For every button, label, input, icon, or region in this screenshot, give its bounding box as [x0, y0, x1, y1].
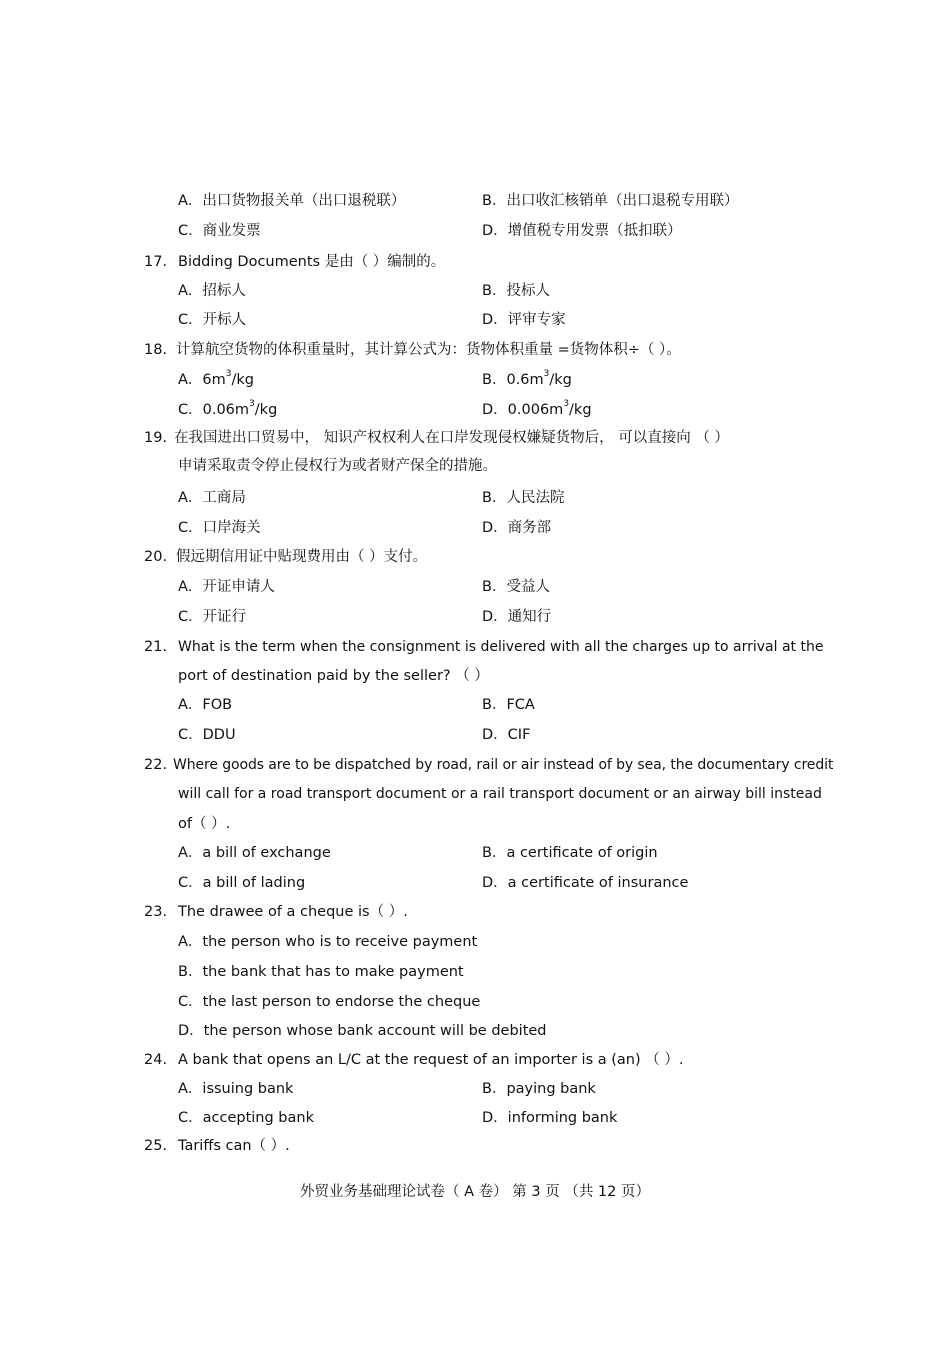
q19-text-line2: 申请采取责令停止侵权行为或者财产保全的措施。 — [178, 458, 497, 474]
q18-option-b: B．$0.6m^3/kg$ — [482, 369, 572, 388]
q21-option-a: A．FOB — [178, 697, 233, 713]
q17-option-a: A．招标人 — [178, 283, 246, 299]
q18-number: 18. — [144, 342, 168, 358]
q22-text-line3: of（ ）. — [178, 816, 231, 832]
q21-option-b: B．FCA — [482, 697, 535, 713]
q16-option-a: A．出口货物报关单（出口退税联） — [178, 193, 406, 209]
q21-option-c: C．DDU — [178, 727, 236, 743]
q24-number: 24. — [144, 1052, 168, 1068]
q24-text: A bank that opens an L/C at the request of an importer is a (an) （ ）. — [178, 1052, 684, 1068]
q20-option-d: D．通知行 — [482, 609, 552, 625]
q17-text: Bidding Documents 是由（ ）编制的。 — [178, 254, 446, 270]
q17-option-d: D．评审专家 — [482, 312, 566, 328]
q20-text: 假远期信用证中贴现费用由（ ）支付。 — [176, 549, 428, 565]
q24-option-c: C．accepting bank — [178, 1110, 314, 1126]
q22-option-a: A．a bill of exchange — [178, 845, 331, 861]
q17-number: 17. — [144, 254, 168, 270]
q19-option-b: B．人民法院 — [482, 490, 565, 506]
q16-option-c: C．商业发票 — [178, 223, 261, 239]
q24-option-a: A．issuing bank — [178, 1081, 294, 1097]
q23-number: 23. — [144, 904, 168, 920]
q19-option-d: D．商务部 — [482, 520, 552, 536]
q16-option-d: D．增值税专用发票（抵扣联） — [482, 223, 682, 239]
q20-option-a: A．开证申请人 — [178, 579, 275, 595]
q16-option-b: B．出口收汇核销单（出口退税专用联） — [482, 193, 739, 209]
q22-option-d: D．a certificate of insurance — [482, 875, 689, 891]
q18-option-c: C．$0.06m^3/kg$ — [178, 399, 278, 418]
q19-option-a: A．工商局 — [178, 490, 246, 506]
q20-option-b: B．受益人 — [482, 579, 550, 595]
q19-number: 19. — [144, 430, 168, 446]
q19-option-c: C．口岸海关 — [178, 520, 261, 536]
q17-option-c: C．开标人 — [178, 312, 247, 328]
q19-text-line1: 在我国进出口贸易中， 知识产权权利人在口岸发现侵权嫌疑货物后， 可以直接向 （ ） — [174, 430, 729, 446]
q21-option-d: D．CIF — [482, 727, 531, 743]
q20-option-c: C．开证行 — [178, 609, 247, 625]
q25-number: 25. — [144, 1138, 168, 1154]
q23-option-c: C．the last person to endorse the cheque — [178, 994, 481, 1010]
q22-text-line2: will call for a road transport document or a rail transport document or an airway bill instead — [178, 786, 822, 802]
q23-option-b: B．the bank that has to make payment — [178, 964, 464, 980]
q21-text-line2: port of destination paid by the seller? （ ） — [178, 668, 489, 684]
q22-option-b: B．a certificate of origin — [482, 845, 658, 861]
q22-option-c: C．a bill of lading — [178, 875, 306, 891]
q21-text-line1: What is the term when the consignment is delivered with all the charges up to arrival at the — [178, 639, 824, 655]
q18-text: 计算航空货物的体积重量时，其计算公式为：货物体积重量 =货物体积÷（ ）。 — [176, 342, 681, 358]
q23-option-d: D．the person whose bank account will be debited — [178, 1023, 547, 1039]
q24-option-d: D．informing bank — [482, 1110, 618, 1126]
q25-text: Tariffs can（ ）. — [178, 1138, 290, 1154]
page-footer: 外贸业务基础理论试卷（ A 卷） 第 3 页 （共 12 页） — [300, 1184, 650, 1200]
q18-option-d: D．$0.006m^3/kg$ — [482, 399, 592, 418]
q22-text-line1: Where goods are to be dispatched by road, rail or air instead of by sea, the documentary credit — [173, 757, 834, 773]
q22-number: 22. — [144, 757, 168, 773]
q21-number: 21. — [144, 639, 168, 655]
q23-option-a: A．the person who is to receive payment — [178, 934, 478, 950]
q18-option-a: A．$6m^3/kg$ — [178, 369, 255, 388]
q23-text: The drawee of a cheque is（ ）. — [178, 904, 408, 920]
q20-number: 20. — [144, 549, 168, 565]
q24-option-b: B．paying bank — [482, 1081, 596, 1097]
q17-option-b: B．投标人 — [482, 283, 550, 299]
